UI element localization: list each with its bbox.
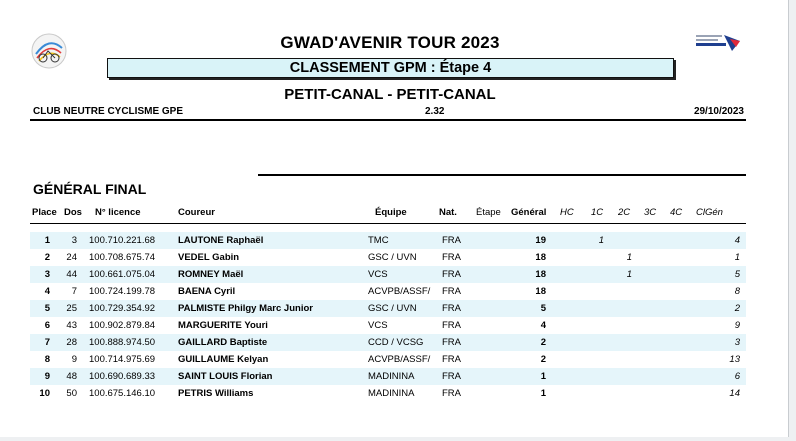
row-coureur: VEDEL Gabin	[178, 252, 240, 263]
row-place: 5	[44, 303, 50, 314]
row-clgen: 1	[734, 252, 740, 263]
row-clgen: 9	[734, 320, 740, 331]
col-3c: 3C	[644, 207, 657, 218]
table-row	[30, 334, 746, 351]
col-1c: 1C	[591, 207, 604, 218]
row-licence: 100.690.689.33	[89, 371, 156, 382]
row-place: 10	[39, 388, 50, 399]
row-licence: 100.902.879.84	[89, 320, 156, 331]
col-licence: N° licence	[95, 207, 141, 218]
page-bottom-edge	[0, 437, 796, 441]
row-dos: 7	[71, 286, 77, 297]
row-licence: 100.729.354.92	[89, 303, 156, 314]
row-coureur: MARGUERITE Youri	[178, 320, 268, 331]
row-clgen: 14	[729, 388, 740, 399]
row-place: 9	[44, 371, 50, 382]
row-coureur: PETRIS Williams	[178, 388, 254, 399]
row-dos: 50	[66, 388, 77, 399]
row-dos: 9	[71, 354, 77, 365]
row-place: 4	[44, 286, 50, 297]
table-row	[30, 317, 746, 334]
row-nat: FRA	[442, 354, 461, 365]
row-2c: 1	[626, 252, 632, 263]
row-general: 18	[535, 286, 546, 297]
row-coureur: SAINT LOUIS Florian	[178, 371, 273, 382]
row-dos: 24	[66, 252, 77, 263]
table-header-divider	[30, 223, 746, 224]
row-nat: FRA	[442, 371, 461, 382]
row-clgen: 2	[734, 303, 740, 314]
row-licence: 100.888.974.50	[89, 337, 156, 348]
event-title: GWAD'AVENIR TOUR 2023	[280, 33, 500, 52]
row-licence: 100.708.675.74	[89, 252, 156, 263]
row-nat: FRA	[442, 320, 461, 331]
row-equipe: CCD / VCSG	[368, 337, 424, 348]
col-2c: 2C	[618, 207, 631, 218]
table-row	[30, 351, 746, 368]
row-coureur: BAENA Cyril	[178, 286, 236, 297]
row-general: 18	[535, 269, 546, 280]
row-nat: FRA	[442, 303, 461, 314]
classement-banner: CLASSEMENT GPM : Étape 4	[107, 58, 674, 78]
table-row	[30, 283, 746, 300]
row-dos: 44	[66, 269, 77, 280]
stage-name: PETIT-CANAL - PETIT-CANAL	[284, 86, 496, 103]
table-row	[30, 232, 746, 249]
col-nat: Nat.	[439, 207, 457, 218]
row-equipe: MADININA	[368, 371, 415, 382]
row-licence: 100.710.221.68	[89, 235, 156, 246]
row-clgen: 5	[734, 269, 740, 280]
row-equipe: VCS	[368, 320, 388, 331]
table-row	[30, 266, 746, 283]
col-equipe: Équipe	[375, 207, 407, 218]
col-coureur: Coureur	[178, 207, 215, 218]
row-2c: 1	[626, 269, 632, 280]
row-dos: 3	[71, 235, 77, 246]
row-general: 2	[540, 354, 546, 365]
col-etape: Étape	[476, 207, 501, 218]
row-place: 8	[44, 354, 50, 365]
row-nat: FRA	[442, 235, 461, 246]
row-clgen: 3	[734, 337, 740, 348]
row-dos: 25	[66, 303, 77, 314]
race-date: 29/10/2023	[693, 106, 744, 117]
row-coureur: GAILLARD Baptiste	[178, 337, 268, 348]
row-equipe: VCS	[368, 269, 388, 280]
row-nat: FRA	[442, 388, 461, 399]
col-4c: 4C	[670, 207, 683, 218]
table-row	[30, 385, 746, 402]
row-general: 4	[540, 320, 546, 331]
row-nat: FRA	[442, 337, 461, 348]
col-hc: HC	[560, 207, 574, 218]
row-general: 2	[540, 337, 546, 348]
section-divider	[258, 174, 746, 176]
row-equipe: TMC	[368, 235, 389, 246]
row-nat: FRA	[442, 286, 461, 297]
row-equipe: ACVPB/ASSF/	[368, 354, 431, 365]
row-dos: 28	[66, 337, 77, 348]
row-general: 19	[535, 235, 546, 246]
row-place: 1	[44, 235, 50, 246]
row-clgen: 4	[734, 235, 740, 246]
row-coureur: LAUTONE Raphaël	[178, 235, 264, 246]
col-place: Place	[32, 207, 57, 218]
row-coureur: PALMISTE Philgy Marc Junior	[178, 303, 313, 314]
row-place: 7	[44, 337, 50, 348]
row-coureur: ROMNEY Maël	[178, 269, 244, 280]
row-clgen: 6	[734, 371, 740, 382]
row-general: 5	[540, 303, 546, 314]
row-equipe: ACVPB/ASSF/	[368, 286, 431, 297]
row-dos: 48	[66, 371, 77, 382]
header-divider	[30, 119, 746, 121]
table-row	[30, 368, 746, 385]
row-dos: 43	[66, 320, 77, 331]
row-place: 3	[44, 269, 50, 280]
table-row	[30, 249, 746, 266]
row-licence: 100.714.975.69	[89, 354, 156, 365]
row-licence: 100.675.146.10	[89, 388, 156, 399]
row-clgen: 13	[729, 354, 740, 365]
club-name: CLUB NEUTRE CYCLISME GPE	[33, 106, 184, 117]
row-general: 18	[535, 252, 546, 263]
row-1c: 1	[598, 235, 604, 246]
row-clgen: 8	[734, 286, 740, 297]
row-nat: FRA	[442, 269, 461, 280]
row-nat: FRA	[442, 252, 461, 263]
row-equipe: GSC / UVN	[368, 252, 417, 263]
col-dos: Dos	[64, 207, 82, 218]
page-scrollbar[interactable]	[788, 0, 796, 441]
row-place: 2	[44, 252, 50, 263]
col-clgen: ClGén	[696, 207, 723, 218]
col-general: Général	[511, 207, 547, 218]
row-equipe: GSC / UVN	[368, 303, 417, 314]
row-licence: 100.661.075.04	[89, 269, 156, 280]
row-licence: 100.724.199.78	[89, 286, 156, 297]
distance-value: 2.32	[425, 106, 445, 117]
row-general: 1	[540, 371, 546, 382]
row-coureur: GUILLAUME Kelyan	[178, 354, 269, 365]
row-general: 1	[540, 388, 546, 399]
row-place: 6	[44, 320, 50, 331]
table-row	[30, 300, 746, 317]
section-title: GÉNÉRAL FINAL	[33, 181, 147, 197]
row-equipe: MADININA	[368, 388, 415, 399]
